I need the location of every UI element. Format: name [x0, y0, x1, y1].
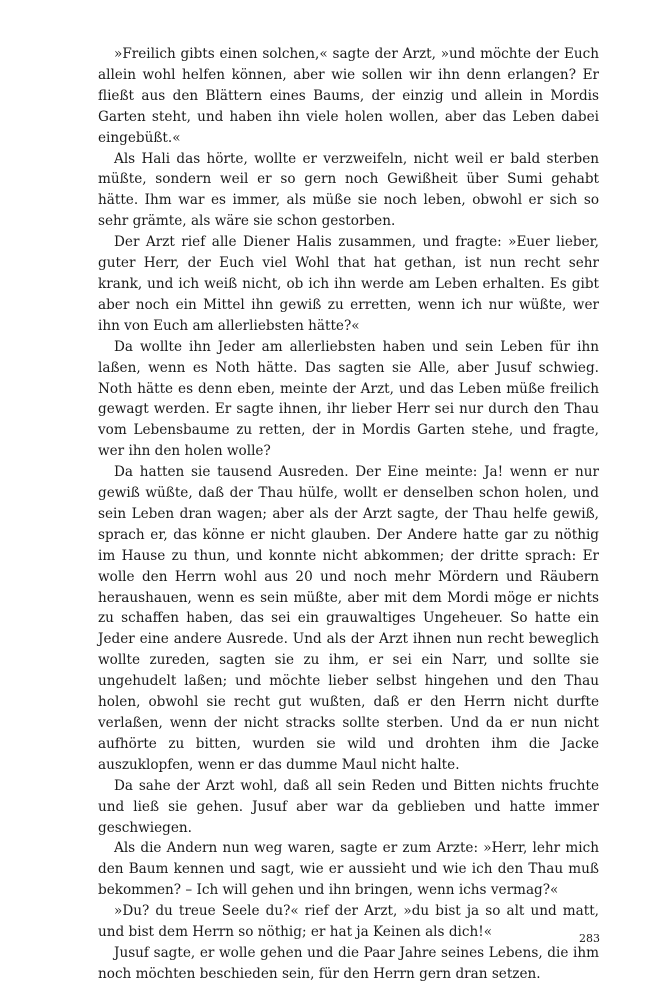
paragraph: Da sahe der Arzt wohl, daß all sein Reden und Bitten nichts fruchte und ließ sie gehen. Jusuf aber war da geblieben und hatte immer geschwiegen.: [98, 777, 599, 836]
paragraph: Da wollte ihn Jeder am allerliebsten haben und sein Leben für ihn laßen, wenn es Noth hätte. Das sagten sie Alle, aber Jusuf schwieg. Noth hätte es denn eben, meinte der Arzt, und das Leben müße freilich gewagt werden. Er sagte ihnen, ihr lieber Herr sei nur durch den Thau vom Lebensbaume zu retten, der in Mordis Garten stehe, und fragte, wer ihn den holen wolle?: [98, 338, 599, 460]
paragraph: Da hatten sie tausend Ausreden. Der Eine meinte: Ja! wenn er nur gewiß wüßte, daß der Thau hülfe, wollt er denselben schon holen, und sein Leben dran wagen; aber als der Arzt sagte, der Thau helfe gewiß, sprach er, das könne er nicht glauben. Der Andere hatte gar zu nöthig im Hause zu thun, und konnte nicht abkommen; der dritte sprach: Er wolle den Herrn wohl aus 20 und noch mehr Mördern und Räubern heraushauen, wenn es sein müßte, aber mit dem Mordi möge er nichts zu schaffen haben, das sei ein grauwaltiges Ungeheuer. So hatte ein Jeder eine andere Ausrede. Und als der Arzt ihnen nun recht beweglich wollte zureden, sagten sie zu ihm, er sei ein Narr, und sollte sie ungehudelt laßen; und möchte lieber selbst hingehen und den Thau holen, obwohl sie recht gut wußten, daß er den Herrn nicht durfte verlaßen, wenn der nicht stracks sollte sterben. Und da er nun nicht aufhörte zu bitten, wurden sie wild und drohten ihm die Jacke auszuklopfen, wenn er das dumme Maul nicht halte.: [98, 464, 599, 773]
page-body: [98, 44, 599, 985]
paragraph: Als die Andern nun weg waren, sagte er zum Arzte: »Herr, lehr mich den Baum kennen und sagt, wie er aussieht und wie ich den Thau muß bekommen? – Ich will gehen und ihn bringen, wenn ichs vermag?«: [98, 840, 599, 899]
page-number: 283: [579, 932, 600, 945]
paragraph: »Freilich gibts einen solchen,« sagte der Arzt, »und möchte der Euch allein wohl helfen können, aber wie sollen wir ihn denn erlangen? Er fließt aus den Blättern eines Baums, der einzig und allein in Mordis Garten steht, und haben ihn viele holen wollen, aber das Leben dabei eingebüßt.«: [98, 46, 599, 146]
paragraph: Jusuf sagte, er wolle gehen und die Paar Jahre seines Lebens, die ihm noch möchten beschieden sein, für den Herrn gern dran setzen.: [98, 944, 599, 982]
paragraph: Der Arzt rief alle Diener Halis zusammen, und fragte: »Euer lieber, guter Herr, der Euch viel Wohl that hat gethan, ist nun recht sehr krank, und ich weiß nicht, ob ich ihn werde am Leben erhalten. Es gibt aber noch ein Mittel ihn gewiß zu erretten, wenn ich nur wüßte, wer ihn von Euch am allerliebsten hätte?«: [98, 234, 599, 334]
paragraph: Als Hali das hörte, wollte er verzweifeln, nicht weil er bald sterben müßte, sondern weil er so gern noch Gewißheit über Sumi gehabt hätte. Ihm war es immer, als müße sie noch leben, obwohl er sich so sehr grämte, als wäre sie schon gestorben.: [98, 150, 599, 230]
paragraph: »Du? du treue Seele du?« rief der Arzt, »du bist ja so alt und matt, und bist dem Herrn so nöthig; er hat ja Keinen als dich!«: [98, 903, 599, 941]
